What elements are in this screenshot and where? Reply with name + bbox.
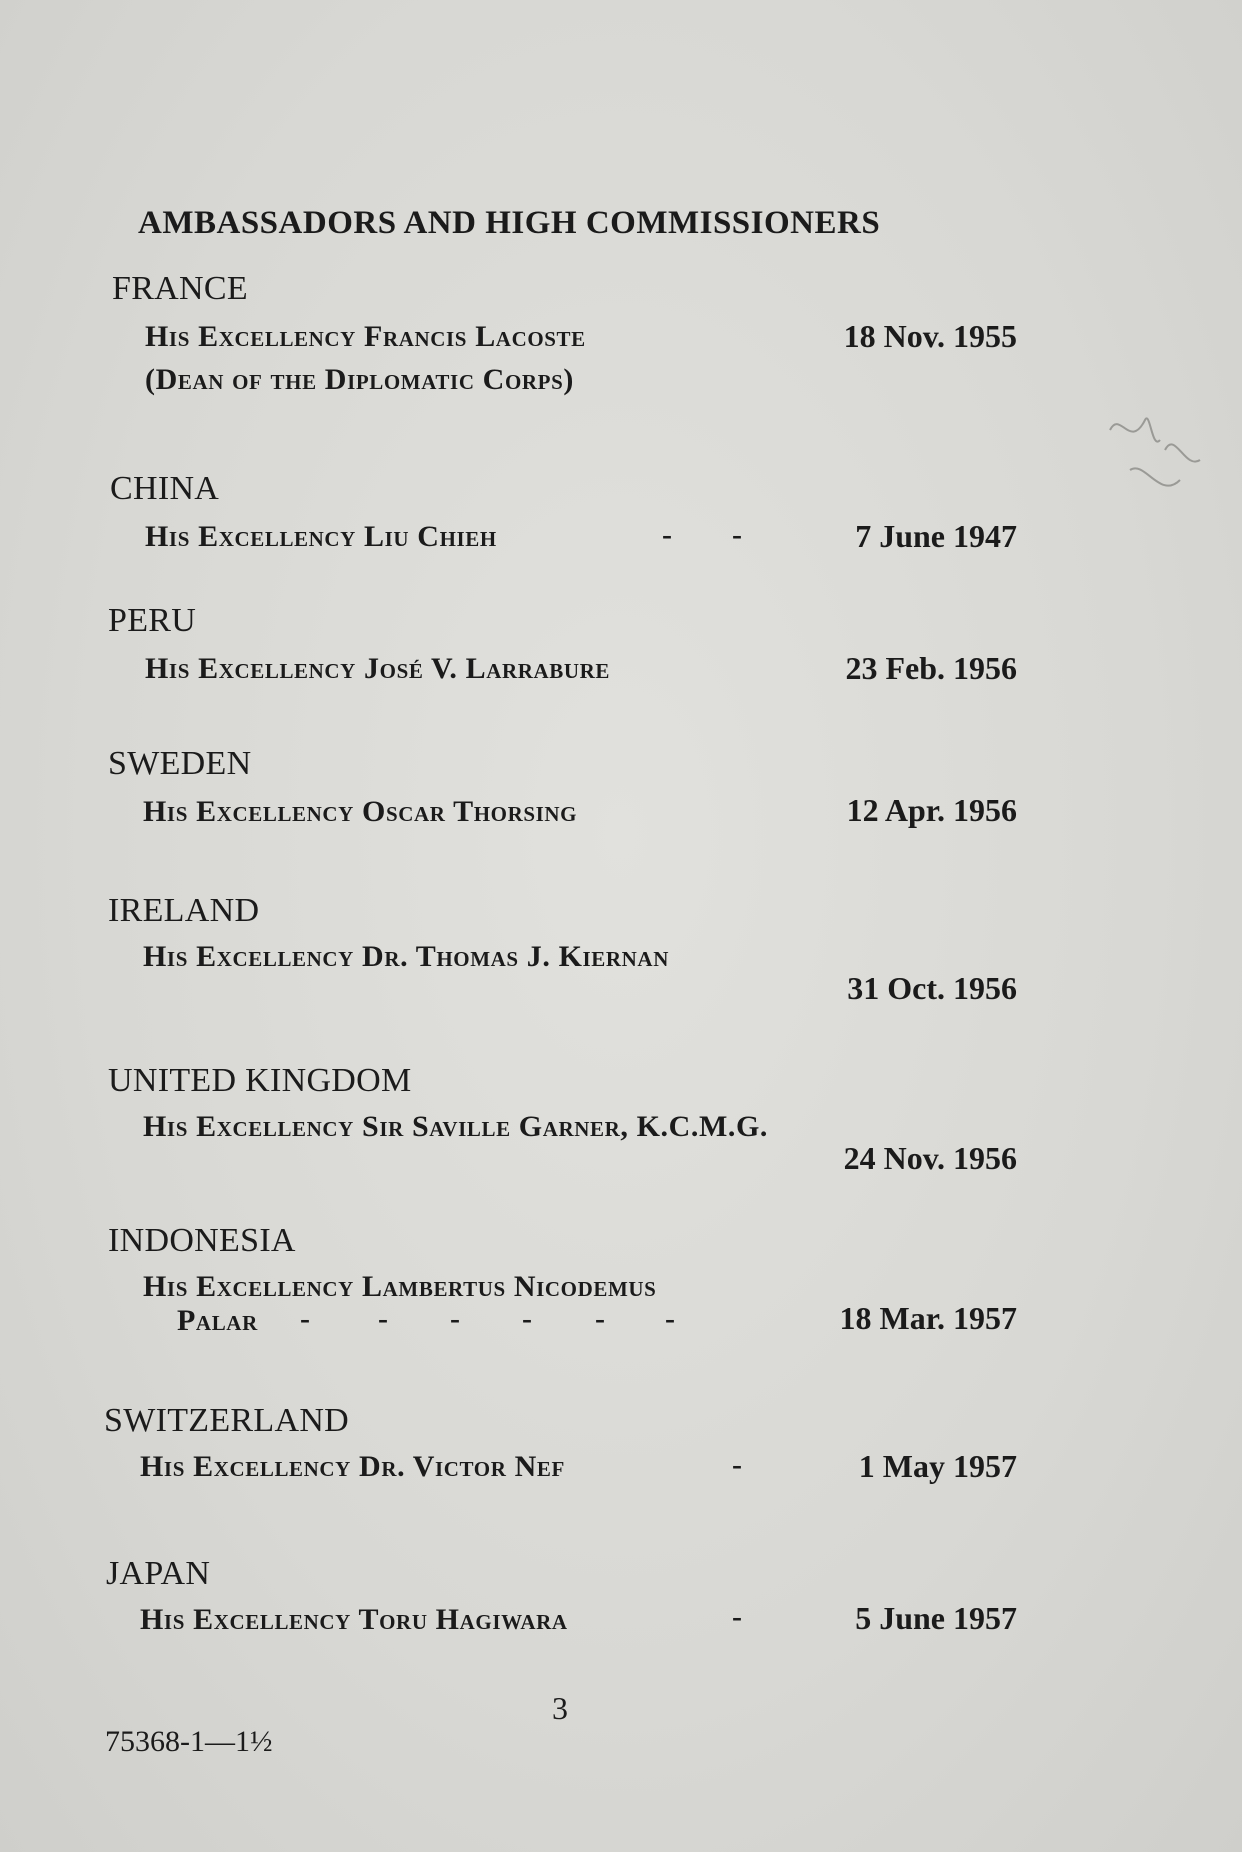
date-france: 18 Nov. 1955 — [843, 318, 1017, 354]
date-japan: 5 June 1957 — [855, 1600, 1017, 1636]
envoy-name-peru: His Excellency José V. Larrabure — [145, 652, 611, 685]
date-switzerland: 1 May 1957 — [858, 1448, 1017, 1484]
country-peru: PERU — [108, 602, 197, 639]
country-japan: JAPAN — [106, 1555, 211, 1592]
date-united-kingdom: 24 Nov. 1956 — [843, 1140, 1017, 1176]
date-ireland: 31 Oct. 1956 — [847, 970, 1017, 1006]
envoy-name-indonesia-continued: Palar — [177, 1304, 258, 1337]
envoy-name-france: His Excellency Francis Lacoste — [145, 320, 586, 353]
country-indonesia: INDONESIA — [108, 1222, 296, 1259]
page-title: AMBASSADORS AND HIGH COMMISSIONERS — [138, 205, 881, 241]
date-peru: 23 Feb. 1956 — [845, 650, 1017, 686]
country-united-kingdom: UNITED KINGDOM — [108, 1062, 412, 1099]
envoy-name-ireland: His Excellency Dr. Thomas J. Kiernan — [143, 940, 669, 973]
envoy-name-indonesia: His Excellency Lambertus Nicodemus — [143, 1270, 657, 1303]
leader-dash: - — [662, 518, 672, 551]
leader-dash: - — [732, 1448, 742, 1481]
leader-dash: - — [595, 1302, 605, 1335]
envoy-note-france: (Dean of the Diplomatic Corps) — [145, 363, 574, 396]
leader-dash: - — [450, 1302, 460, 1335]
handwritten-mark — [1090, 390, 1210, 540]
page-number: 3 — [552, 1690, 568, 1726]
leader-dash: - — [665, 1302, 675, 1335]
country-france: FRANCE — [112, 270, 248, 307]
country-switzerland: SWITZERLAND — [104, 1402, 350, 1439]
envoy-name-switzerland: His Excellency Dr. Victor Nef — [140, 1450, 565, 1483]
date-china: 7 June 1947 — [855, 518, 1017, 554]
country-china: CHINA — [110, 470, 220, 507]
leader-dash: - — [732, 518, 742, 551]
country-ireland: IRELAND — [108, 892, 260, 929]
leader-dash: - — [522, 1302, 532, 1335]
date-indonesia: 18 Mar. 1957 — [839, 1300, 1017, 1336]
envoy-name-united-kingdom: His Excellency Sir Saville Garner, K.C.M.G. — [143, 1110, 769, 1143]
envoy-name-japan: His Excellency Toru Hagiwara — [140, 1603, 568, 1636]
print-code: 75368-1—1½ — [105, 1725, 273, 1758]
leader-dash: - — [732, 1600, 742, 1633]
envoy-name-china: His Excellency Liu Chieh — [145, 520, 497, 553]
date-sweden: 12 Apr. 1956 — [846, 792, 1017, 828]
leader-dash: - — [378, 1302, 388, 1335]
leader-dash: - — [300, 1302, 310, 1335]
country-sweden: SWEDEN — [108, 745, 252, 782]
envoy-name-sweden: His Excellency Oscar Thorsing — [143, 795, 578, 828]
